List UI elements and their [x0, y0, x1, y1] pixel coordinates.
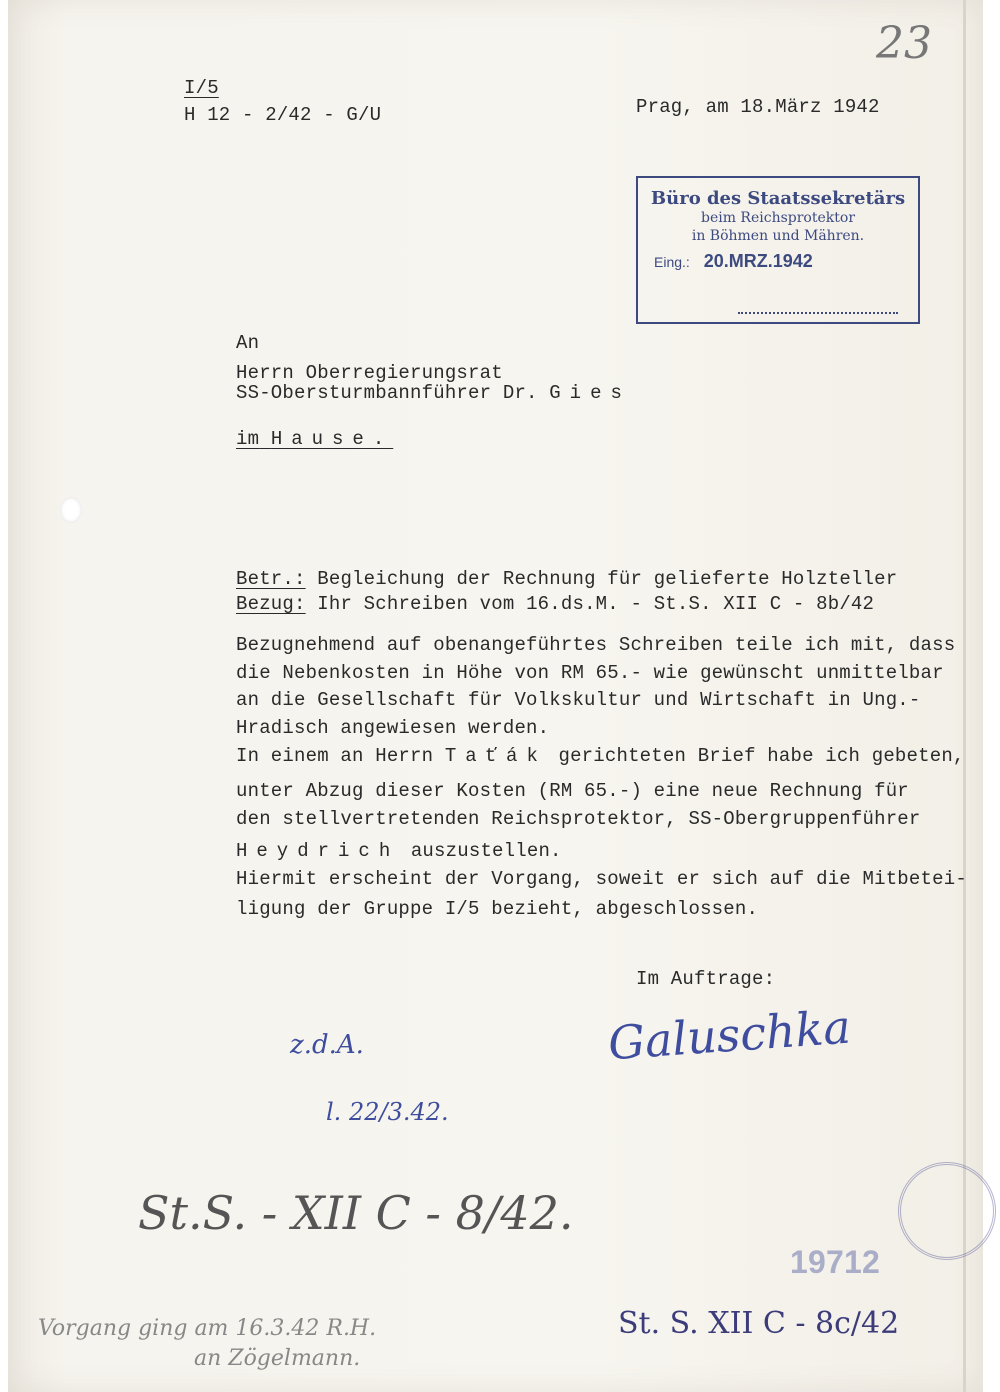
- punch-hole: [60, 497, 82, 523]
- subject-line: [236, 568, 897, 590]
- reference-line: [236, 593, 874, 615]
- stamp-received: [654, 251, 918, 272]
- pencil-note-2: an Zögelmann.: [194, 1346, 361, 1371]
- signature: Galuschka: [606, 999, 853, 1071]
- body-line-5: [236, 745, 965, 767]
- stamped-number: 19712: [790, 1244, 880, 1280]
- body-line-5-start: In einem an Herrn: [236, 745, 434, 767]
- place-date: Prag, am 18.März 1942: [636, 96, 880, 118]
- body-line-5-end: gerichteten Brief habe ich gebeten,: [558, 745, 965, 767]
- stamp-received-label: Eing.:: [654, 254, 690, 270]
- body-line-3: an die Gesellschaft für Volkskultur und Wirtschaft in Ung.-: [236, 689, 921, 711]
- recipient-location-in: im: [236, 428, 260, 450]
- body-line-6: unter Abzug dieser Kosten (RM 65.-) eine neue Rechnung für: [236, 780, 909, 802]
- stamp-office: Büro des Staatssekretärs: [650, 188, 906, 209]
- pencil-note-1: Vorgang ging am 16.3.42 R.H.: [38, 1316, 377, 1341]
- subject-text: Begleichung der Rechnung für gelieferte Holzteller: [317, 568, 898, 590]
- closing-im-auftrage: Im Auftrage:: [636, 968, 776, 990]
- body-line-10: ligung der Gruppe I/5 bezieht, abgeschlossen.: [236, 898, 759, 920]
- bottom-file-reference: St. S. XII C - 8c/42: [618, 1306, 900, 1341]
- round-seal: [898, 1162, 996, 1260]
- subject-label: Betr.:: [236, 568, 306, 590]
- recipient-rank: SS-Obersturmbannführer Dr.: [236, 382, 538, 404]
- reference-label: Bezug:: [236, 593, 306, 615]
- stamp-dotted-line: [738, 312, 898, 314]
- body-line-1: Bezugnehmend auf obenangeführtes Schreiben teile ich mit, dass: [236, 634, 956, 656]
- department-reference: I/5: [184, 77, 219, 99]
- stamp-office-line2: beim Reichsprotektor: [700, 210, 856, 226]
- body-name-heydrich: Heydrich: [236, 840, 400, 862]
- handwritten-initial: l.: [326, 1098, 342, 1126]
- stamp-received-date: 20.MRZ.1942: [703, 251, 813, 271]
- body-line-4: Hradisch angewiesen werden.: [236, 717, 550, 739]
- handwritten-zda: z.d.A.: [290, 1030, 364, 1060]
- body-line-8-end: auszustellen.: [410, 840, 562, 862]
- letter-page: [8, 0, 983, 1392]
- reference-text: Ihr Schreiben vom 16.ds.M. - St.S. XII C - 8b/42: [317, 593, 875, 615]
- recipient-location: [236, 428, 393, 450]
- recipient-an: An: [236, 332, 260, 354]
- body-name-tatak: Taťák: [444, 745, 547, 767]
- recipient-location-house: Hause.: [270, 428, 394, 450]
- handwritten-date: 22/3.42.: [348, 1098, 449, 1126]
- handwritten-initial-date: [326, 1098, 449, 1126]
- page-number: 23: [876, 18, 932, 69]
- pencil-file-reference: St.S. - XII C - 8/42.: [138, 1186, 574, 1240]
- received-stamp: [636, 176, 920, 324]
- body-line-8: [236, 840, 562, 862]
- file-number: H 12 - 2/42 - G/U: [184, 104, 382, 126]
- recipient-rank-line: [236, 382, 631, 404]
- body-line-9: Hiermit erscheint der Vorgang, soweit er sich auf die Mitbetei-: [236, 868, 967, 890]
- stamp-office-line3: in Böhmen und Mähren.: [691, 228, 865, 244]
- recipient-name: Gies: [549, 382, 631, 404]
- body-line-2: die Nebenkosten in Höhe von RM 65.- wie gewünscht unmittelbar: [236, 662, 944, 684]
- recipient-title: Herrn Oberregierungsrat: [236, 362, 503, 384]
- body-line-7: den stellvertretenden Reichsprotektor, SS-Obergruppenführer: [236, 808, 921, 830]
